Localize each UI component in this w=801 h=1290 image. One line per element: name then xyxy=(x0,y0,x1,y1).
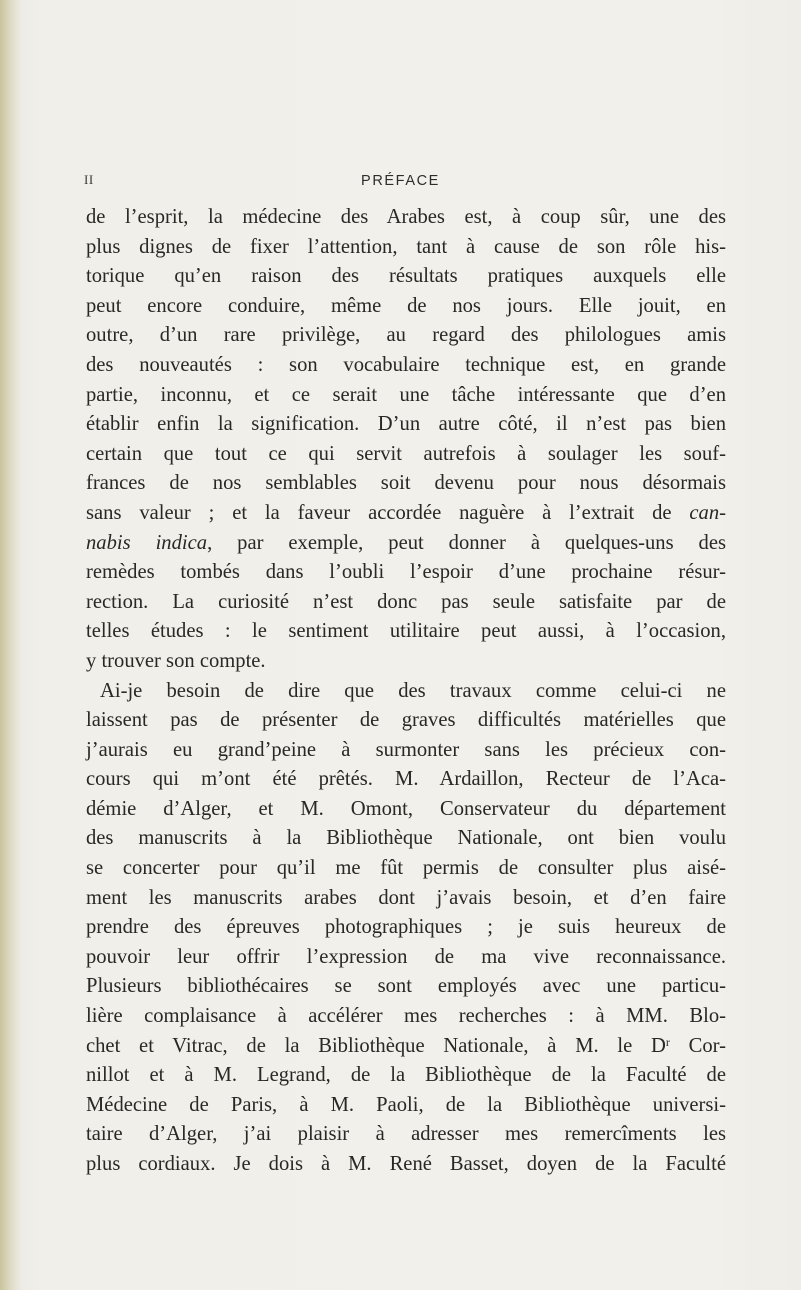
superscript: r xyxy=(665,1034,670,1049)
text-line: se concerter pour qu’il me fût permis de consulter plus aisé- xyxy=(86,857,726,880)
text-line: des nouveautés : son vocabulaire technique est, en grande xyxy=(86,353,726,376)
text-line: peut encore conduire, même de nos jours. Elle jouit, en xyxy=(86,294,726,317)
italic-term: nabis indica xyxy=(86,531,208,554)
running-head: PRÉFACE xyxy=(361,173,440,189)
text-line: nillot et à M. Legrand, de la Bibliothèque de la Faculté de xyxy=(86,1064,726,1087)
text-line: lière complaisance à accélérer mes recherches : à MM. Blo- xyxy=(86,1005,726,1028)
text-line: Ai-je besoin de dire que des travaux comme celui-ci ne xyxy=(100,679,726,702)
text-line: torique qu’en raison des résultats pratiques auxquels elle xyxy=(86,265,726,288)
text-line: Médecine de Paris, à M. Paoli, de la Bibliothèque universi- xyxy=(86,1093,726,1116)
text-segment: , par exemple, peut donner à quelques-uns des xyxy=(207,531,726,554)
text-line: établir enfin la signification. D’un autre côté, il n’est pas bien xyxy=(86,413,726,436)
text-line: de l’esprit, la médecine des Arabes est, à coup sûr, une des xyxy=(86,206,726,228)
text-segment: sans valeur ; et la faveur accordée naguère à l’extrait de xyxy=(86,501,690,524)
text-segment: Cor- xyxy=(669,1034,726,1057)
text-line: y trouver son compte. xyxy=(86,649,266,672)
text-line xyxy=(86,1032,726,1062)
text-line: des manuscrits à la Bibliothèque Nationale, ont bien voulu xyxy=(86,827,726,850)
text-line: démie d’Alger, et M. Omont, Conservateur du département xyxy=(86,797,726,820)
text-line: plus cordiaux. Je dois à M. René Basset, doyen de la Faculté xyxy=(86,1153,726,1175)
text-line: pouvoir leur offrir l’expression de ma vive reconnaissance. xyxy=(86,945,726,968)
italic-term: can- xyxy=(689,501,726,524)
text-line: certain que tout ce qui servit autrefois à soulager les souf- xyxy=(86,442,726,465)
text-line: outre, d’un rare privilège, au regard des philologues amis xyxy=(86,324,726,347)
text-line: cours qui m’ont été prêtés. M. Ardaillon, Recteur de l’Aca- xyxy=(86,768,726,791)
text-line: ment les manuscrits arabes dont j’avais besoin, et d’en faire xyxy=(86,886,726,909)
text-line xyxy=(86,529,726,559)
text-line: Plusieurs bibliothécaires se sont employés avec une particu- xyxy=(86,975,726,998)
text-line: remèdes tombés dans l’oubli l’espoir d’une prochaine résur- xyxy=(86,561,726,584)
text-line: rection. La curiosité n’est donc pas seule satisfaite par de xyxy=(86,590,726,613)
text-line: j’aurais eu grand’peine à surmonter sans les précieux con- xyxy=(86,738,726,761)
text-line: partie, inconnu, et ce serait une tâche intéressante que d’en xyxy=(86,383,726,406)
page-number: II xyxy=(84,172,94,187)
text-line xyxy=(86,499,726,529)
text-segment: chet et Vitrac, de la Bibliothèque Nationale, à M. le D xyxy=(86,1034,666,1057)
page-header xyxy=(0,172,801,194)
text-line: plus dignes de fixer l’attention, tant à cause de son rôle his- xyxy=(86,235,726,258)
text-line: taire d’Alger, j’ai plaisir à adresser mes remercîments les xyxy=(86,1123,726,1146)
body-text xyxy=(86,203,726,1180)
text-line: frances de nos semblables soit devenu pour nous désormais xyxy=(86,472,726,495)
text-line: telles études : le sentiment utilitaire peut aussi, à l’occasion, xyxy=(86,620,726,643)
text-line: prendre des épreuves photographiques ; je suis heureux de xyxy=(86,916,726,939)
text-line: laissent pas de présenter de graves difficultés matérielles que xyxy=(86,709,726,732)
